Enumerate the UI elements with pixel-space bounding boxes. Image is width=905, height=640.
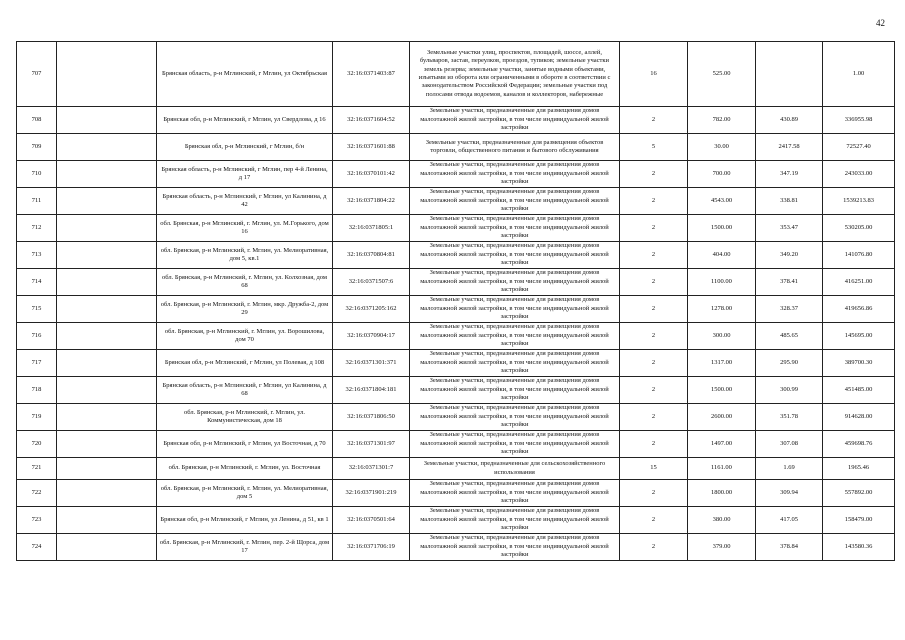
land-use-category-cell: Земельные участки, предназначенные для размещения объектов торговли, общественного питания и бытового обслуживания xyxy=(410,134,620,161)
row-number-cell: 707 xyxy=(17,42,57,107)
row-number-cell: 721 xyxy=(17,458,57,480)
row-number-cell: 714 xyxy=(17,269,57,296)
blank-cell xyxy=(57,534,157,561)
blank-cell xyxy=(57,42,157,107)
group-code-cell: 2 xyxy=(620,161,688,188)
land-use-category-cell: Земельные участки, предназначенные для размещения домов малоэтажной жилой застройки, в том числе индивидуальной жилой застройки xyxy=(410,431,620,458)
land-use-category-cell: Земельные участки, предназначенные для сельскохозяйственного использования xyxy=(410,458,620,480)
address-cell: Брянская область, р-н Мглинский, г Мглин, ул Калинина, д 68 xyxy=(157,377,333,404)
blank-cell xyxy=(57,107,157,134)
group-code-cell: 16 xyxy=(620,42,688,107)
row-number-cell: 720 xyxy=(17,431,57,458)
row-number-cell: 724 xyxy=(17,534,57,561)
cadastral-value-cell: 145695.00 xyxy=(823,323,895,350)
address-cell: обл. Брянская, р-н Мглинский, г. Мглин, ул. Мелиоративная, дом 5, кв.1 xyxy=(157,242,333,269)
cadastral-number-cell: 32:16:0371601:88 xyxy=(333,134,410,161)
specific-value-cell: 328.37 xyxy=(756,296,823,323)
land-use-category-cell: Земельные участки, предназначенные для размещения домов малоэтажной жилой застройки, в том числе индивидуальной жилой застройки xyxy=(410,534,620,561)
cadastral-value-cell: 451485.00 xyxy=(823,377,895,404)
table-row xyxy=(17,377,895,404)
row-number-cell: 719 xyxy=(17,404,57,431)
area-cell: 300.00 xyxy=(688,323,756,350)
cadastral-value-cell: 416251.00 xyxy=(823,269,895,296)
table-row xyxy=(17,215,895,242)
row-number-cell: 711 xyxy=(17,188,57,215)
table-row xyxy=(17,534,895,561)
cadastral-number-cell: 32:16:0370904:17 xyxy=(333,323,410,350)
row-number-cell: 709 xyxy=(17,134,57,161)
cadastral-number-cell: 32:16:0370501:64 xyxy=(333,507,410,534)
land-use-category-cell: Земельные участки улиц, проспектов, площадей, шоссе, аллей, бульваров, застав, переулков, проездов, тупиков; земельные участки земель резерва; земельные участки, занятые водными объектами, изъятыми из оборота или ограниченными в обороте в соответствии с законодательством Российской Федерации; земельные участки под полосами отвода водоемов, каналов и коллекторов, набережные xyxy=(410,42,620,107)
table-row xyxy=(17,134,895,161)
row-number-cell: 717 xyxy=(17,350,57,377)
table-row xyxy=(17,242,895,269)
land-use-category-cell: Земельные участки, предназначенные для размещения домов малоэтажной жилой застройки, в том числе индивидуальной жилой застройки xyxy=(410,377,620,404)
land-use-category-cell: Земельные участки, предназначенные для размещения домов малоэтажной жилой застройки, в том числе индивидуальной жилой застройки xyxy=(410,296,620,323)
cadastral-value-cell: 158479.00 xyxy=(823,507,895,534)
blank-cell xyxy=(57,215,157,242)
area-cell: 782.00 xyxy=(688,107,756,134)
area-cell: 1500.00 xyxy=(688,377,756,404)
cadastral-number-cell: 32:16:0371804:22 xyxy=(333,188,410,215)
blank-cell xyxy=(57,431,157,458)
cadastral-number-cell: 32:16:0371604:52 xyxy=(333,107,410,134)
specific-value-cell: 430.89 xyxy=(756,107,823,134)
land-use-category-cell: Земельные участки, предназначенные для размещения домов малоэтажной жилой застройки, в том числе индивидуальной жилой застройки xyxy=(410,269,620,296)
blank-cell xyxy=(57,296,157,323)
land-use-category-cell: Земельные участки, предназначенные для размещения домов малоэтажной жилой застройки, в том числе индивидуальной жилой застройки xyxy=(410,107,620,134)
table-row xyxy=(17,42,895,107)
blank-cell xyxy=(57,377,157,404)
blank-cell xyxy=(57,269,157,296)
group-code-cell: 2 xyxy=(620,534,688,561)
specific-value-cell: 309.94 xyxy=(756,480,823,507)
area-cell: 1278.00 xyxy=(688,296,756,323)
cadastral-value-cell: 459698.76 xyxy=(823,431,895,458)
blank-cell xyxy=(57,458,157,480)
land-use-category-cell: Земельные участки, предназначенные для размещения домов малоэтажной жилой застройки, в том числе индивидуальной жилой застройки xyxy=(410,242,620,269)
area-cell: 1317.00 xyxy=(688,350,756,377)
cadastral-number-cell: 32:16:0371806:50 xyxy=(333,404,410,431)
blank-cell xyxy=(57,323,157,350)
cadastral-value-cell: 336955.98 xyxy=(823,107,895,134)
group-code-cell: 2 xyxy=(620,350,688,377)
address-cell: обл. Брянская, р-н Мглинский, г. Мглин, ул. Восточная xyxy=(157,458,333,480)
area-cell: 4543.00 xyxy=(688,188,756,215)
cadastral-value-cell: 557892.00 xyxy=(823,480,895,507)
group-code-cell: 2 xyxy=(620,242,688,269)
group-code-cell: 2 xyxy=(620,296,688,323)
table-row xyxy=(17,404,895,431)
specific-value-cell: 300.99 xyxy=(756,377,823,404)
land-use-category-cell: Земельные участки, предназначенные для размещения домов малоэтажной жилой застройки, в том числе индивидуальной жилой застройки xyxy=(410,188,620,215)
address-cell: Брянская обл, р-н Мглинский, г Мглин, ул Восточная, д 70 xyxy=(157,431,333,458)
cadastral-number-cell: 32:16:0371507:6 xyxy=(333,269,410,296)
row-number-cell: 718 xyxy=(17,377,57,404)
row-number-cell: 723 xyxy=(17,507,57,534)
row-number-cell: 722 xyxy=(17,480,57,507)
address-cell: Брянская область, р-н Мглинский, г Мглин, пер 4-й Ленина, д 17 xyxy=(157,161,333,188)
area-cell: 700.00 xyxy=(688,161,756,188)
table-row xyxy=(17,480,895,507)
cadastral-number-cell: 32:16:0370101:42 xyxy=(333,161,410,188)
group-code-cell: 2 xyxy=(620,377,688,404)
cadastral-value-table xyxy=(16,41,895,561)
table-row xyxy=(17,323,895,350)
land-use-category-cell: Земельные участки, предназначенные для размещения домов малоэтажной жилой застройки, в том числе индивидуальной жилой застройки xyxy=(410,404,620,431)
blank-cell xyxy=(57,188,157,215)
group-code-cell: 2 xyxy=(620,480,688,507)
specific-value-cell: 349.20 xyxy=(756,242,823,269)
row-number-cell: 713 xyxy=(17,242,57,269)
cadastral-value-cell: 141076.80 xyxy=(823,242,895,269)
group-code-cell: 2 xyxy=(620,107,688,134)
blank-cell xyxy=(57,404,157,431)
land-use-category-cell: Земельные участки, предназначенные для размещения домов малоэтажной жилой застройки, в том числе индивидуальной жилой застройки xyxy=(410,161,620,188)
land-use-category-cell: Земельные участки, предназначенные для размещения домов малоэтажной жилой застройки, в том числе индивидуальной жилой застройки xyxy=(410,480,620,507)
row-number-cell: 715 xyxy=(17,296,57,323)
row-number-cell: 716 xyxy=(17,323,57,350)
cadastral-value-cell: 419656.86 xyxy=(823,296,895,323)
address-cell: Брянская область, р-н Мглинский, г Мглин, ул Октябрьская xyxy=(157,42,333,107)
specific-value-cell: 417.05 xyxy=(756,507,823,534)
table-row xyxy=(17,269,895,296)
address-cell: Брянская обл, р-н Мглинский, г Мглин, б/н xyxy=(157,134,333,161)
table-row xyxy=(17,296,895,323)
cadastral-number-cell: 32:16:0371301:97 xyxy=(333,431,410,458)
address-cell: обл. Брянская, р-н Мглинский, г. Мглин, ул. М.Горького, дом 16 xyxy=(157,215,333,242)
area-cell: 379.00 xyxy=(688,534,756,561)
table-row xyxy=(17,458,895,480)
land-use-category-cell: Земельные участки, предназначенные для размещения домов малоэтажной жилой застройки, в том числе индивидуальной жилой застройки xyxy=(410,350,620,377)
table-body xyxy=(17,42,895,561)
cadastral-number-cell: 32:16:0371805:1 xyxy=(333,215,410,242)
group-code-cell: 2 xyxy=(620,188,688,215)
cadastral-value-cell: 1.00 xyxy=(823,42,895,107)
address-cell: Брянская область, р-н Мглинский, г Мглин, ул Калинина, д 42 xyxy=(157,188,333,215)
land-use-category-cell: Земельные участки, предназначенные для размещения домов малоэтажной жилой застройки, в том числе индивидуальной жилой застройки xyxy=(410,215,620,242)
blank-cell xyxy=(57,242,157,269)
specific-value-cell: 485.65 xyxy=(756,323,823,350)
specific-value-cell: 351.78 xyxy=(756,404,823,431)
specific-value-cell: 353.47 xyxy=(756,215,823,242)
specific-value-cell: 295.90 xyxy=(756,350,823,377)
table-row xyxy=(17,107,895,134)
group-code-cell: 15 xyxy=(620,458,688,480)
area-cell: 30.00 xyxy=(688,134,756,161)
blank-cell xyxy=(57,350,157,377)
area-cell: 1100.00 xyxy=(688,269,756,296)
specific-value-cell: 378.84 xyxy=(756,534,823,561)
specific-value-cell: 338.81 xyxy=(756,188,823,215)
group-code-cell: 2 xyxy=(620,269,688,296)
group-code-cell: 2 xyxy=(620,215,688,242)
address-cell: Брянская обл, р-н Мглинский, г Мглин, ул Свердлова, д 16 xyxy=(157,107,333,134)
cadastral-number-cell: 32:16:0371403:87 xyxy=(333,42,410,107)
address-cell: обл. Брянская, р-н Мглинский, г. Мглин, ул. Коммунистическая, дом 18 xyxy=(157,404,333,431)
address-cell: обл. Брянская, р-н Мглинский, г. Мглин, мкр. Дружба-2, дом 29 xyxy=(157,296,333,323)
table-row xyxy=(17,161,895,188)
land-use-category-cell: Земельные участки, предназначенные для размещения домов малоэтажной жилой застройки, в том числе индивидуальной жилой застройки xyxy=(410,507,620,534)
cadastral-number-cell: 32:16:0371901:219 xyxy=(333,480,410,507)
group-code-cell: 2 xyxy=(620,323,688,350)
group-code-cell: 2 xyxy=(620,507,688,534)
table-row xyxy=(17,350,895,377)
cadastral-number-cell: 32:16:0371301:371 xyxy=(333,350,410,377)
land-use-category-cell: Земельные участки, предназначенные для размещения домов малоэтажной жилой застройки, в том числе индивидуальной жилой застройки xyxy=(410,323,620,350)
specific-value-cell: 1.69 xyxy=(756,458,823,480)
group-code-cell: 2 xyxy=(620,431,688,458)
specific-value-cell xyxy=(756,42,823,107)
cadastral-value-cell: 1539213.83 xyxy=(823,188,895,215)
cadastral-value-cell: 389700.30 xyxy=(823,350,895,377)
blank-cell xyxy=(57,161,157,188)
table-row xyxy=(17,188,895,215)
address-cell: Брянская обл, р-н Мглинский, г Мглин, ул Ленина, д 51, кв 1 xyxy=(157,507,333,534)
cadastral-number-cell: 32:16:0371804:181 xyxy=(333,377,410,404)
address-cell: Брянская обл, р-н Мглинский, г Мглин, ул Полевая, д 108 xyxy=(157,350,333,377)
blank-cell xyxy=(57,507,157,534)
table-row xyxy=(17,507,895,534)
area-cell: 380.00 xyxy=(688,507,756,534)
row-number-cell: 708 xyxy=(17,107,57,134)
area-cell: 525.00 xyxy=(688,42,756,107)
address-cell: обл. Брянская, р-н Мглинский, г. Мглин, ул. Мелиоративная, дом 5 xyxy=(157,480,333,507)
specific-value-cell: 307.08 xyxy=(756,431,823,458)
group-code-cell: 5 xyxy=(620,134,688,161)
blank-cell xyxy=(57,134,157,161)
specific-value-cell: 378.41 xyxy=(756,269,823,296)
address-cell: обл. Брянская, р-н Мглинский, г. Мглин, пер. 2-й Щорса, дом 17 xyxy=(157,534,333,561)
table-row xyxy=(17,431,895,458)
address-cell: обл. Брянская, р-н Мглинский, г. Мглин, ул. Колхозная, дом 68 xyxy=(157,269,333,296)
cadastral-value-cell: 243033.00 xyxy=(823,161,895,188)
cadastral-value-cell: 143580.36 xyxy=(823,534,895,561)
cadastral-number-cell: 32:16:0370804:81 xyxy=(333,242,410,269)
area-cell: 2600.00 xyxy=(688,404,756,431)
page-number: 42 xyxy=(876,18,885,28)
cadastral-number-cell: 32:16:0371205:162 xyxy=(333,296,410,323)
cadastral-number-cell: 32:16:0371301:7 xyxy=(333,458,410,480)
area-cell: 1500.00 xyxy=(688,215,756,242)
group-code-cell: 2 xyxy=(620,404,688,431)
cadastral-value-cell: 72527.40 xyxy=(823,134,895,161)
cadastral-value-cell: 914628.00 xyxy=(823,404,895,431)
cadastral-value-cell: 1965.46 xyxy=(823,458,895,480)
area-cell: 1497.00 xyxy=(688,431,756,458)
cadastral-value-cell: 530205.00 xyxy=(823,215,895,242)
blank-cell xyxy=(57,480,157,507)
area-cell: 1800.00 xyxy=(688,480,756,507)
row-number-cell: 712 xyxy=(17,215,57,242)
address-cell: обл. Брянская, р-н Мглинский, г. Мглин, ул. Ворошилова, дом 70 xyxy=(157,323,333,350)
specific-value-cell: 347.19 xyxy=(756,161,823,188)
cadastral-number-cell: 32:16:0371706:19 xyxy=(333,534,410,561)
area-cell: 404.00 xyxy=(688,242,756,269)
specific-value-cell: 2417.58 xyxy=(756,134,823,161)
area-cell: 1161.00 xyxy=(688,458,756,480)
row-number-cell: 710 xyxy=(17,161,57,188)
